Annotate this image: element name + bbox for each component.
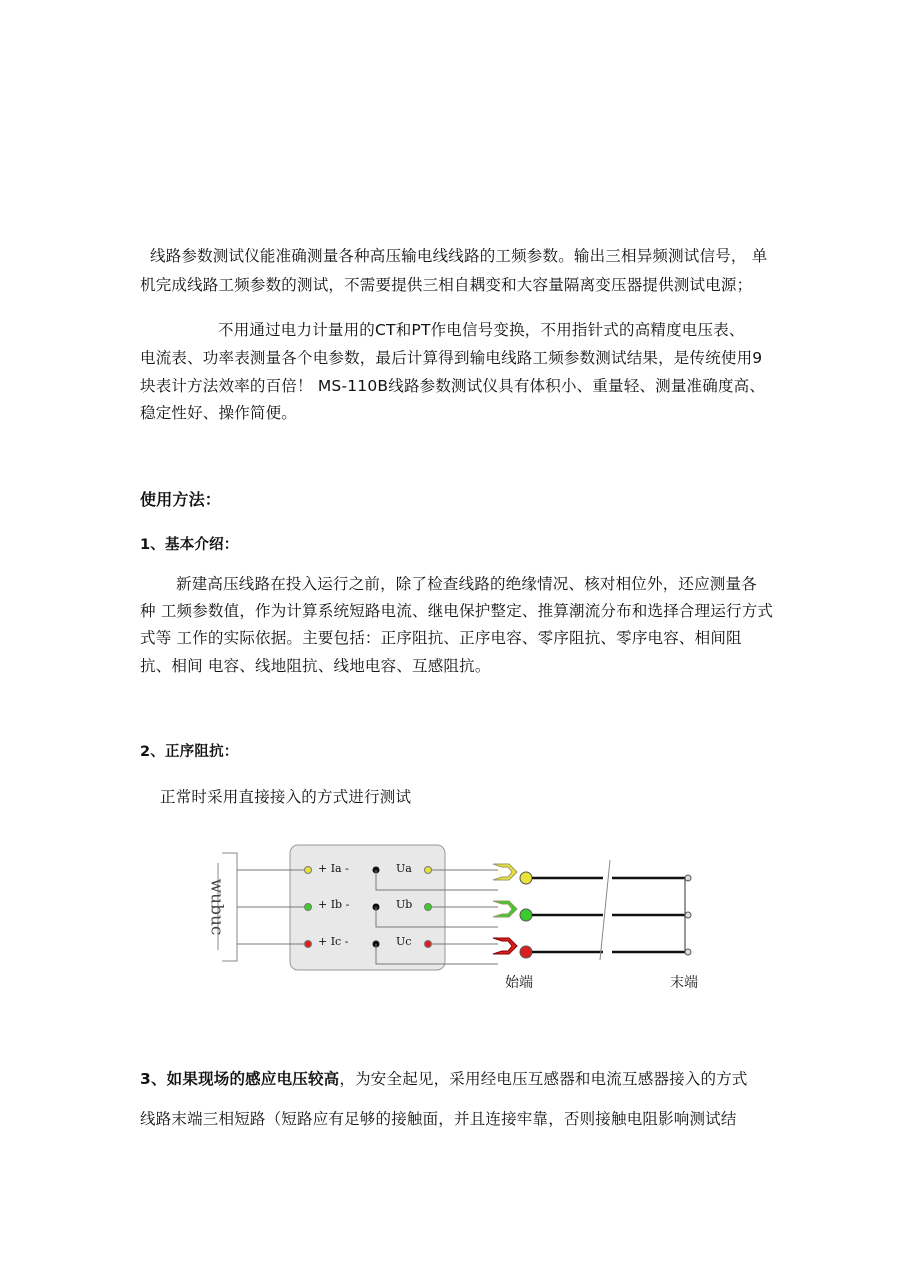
section3-heading xyxy=(140,1067,748,1089)
current-terminal-b-label: + Ib - xyxy=(318,898,350,911)
text-line: 不用通过电力计量用的CT和PT作电信号变换，不用指针式的高精度电压表、 xyxy=(218,321,745,339)
section3-heading-rest: ，为安全起见，采用经电压互感器和电流互感器接入的方式 xyxy=(339,1070,748,1088)
text-line: 线路参数测试仪能准确测量各种高压输电线线路的工频参数。输出三相异频测试信号， 单 xyxy=(150,247,768,265)
text-line: 电流表、功率表测量各个电参数，最后计算得到输电线路工频参数测试结果，是传统使用9 xyxy=(140,349,763,367)
end-terminal xyxy=(685,912,691,918)
voltage-terminal-b-label: Ub xyxy=(396,898,413,911)
usage-heading: 使用方法： xyxy=(140,490,222,509)
voltage-terminal-c-label: Uc xyxy=(396,935,412,948)
text-line: 机完成线路工频参数的测试，不需要提供三相自耦变和大容量隔离变压器提供测试电源； xyxy=(140,276,753,294)
current-terminal-c-label: + Ic - xyxy=(318,935,349,948)
section1-heading: 1、基本介绍： xyxy=(140,537,239,553)
end-terminal xyxy=(685,875,691,881)
text-line: 块表计方法效率的百倍！ MS-110B线路参数测试仪具有体积小、重量轻、测量准确度高、 xyxy=(140,377,766,395)
wiring-diagram xyxy=(180,835,720,995)
end-terminal xyxy=(685,949,691,955)
section2-text: 正常时采用直接接入的方式进行测试 xyxy=(160,788,412,806)
text-line: 新建高压线路在投入运行之前，除了检查线路的绝缘情况、核对相位外，还应测量各 xyxy=(176,575,757,593)
voltage-terminal-a-label: Ua xyxy=(396,862,412,875)
text-line: 稳定性好、操作简便。 xyxy=(140,404,298,422)
text-line: 式等 工作的实际依据。主要包括：正序阻抗、正序电容、零序阻抗、零序电容、相间阻 xyxy=(140,629,742,647)
current-terminal-a-label: + Ia - xyxy=(318,862,349,875)
section2-heading: 2、正序阻抗： xyxy=(140,744,239,760)
source-label: wubuc xyxy=(206,878,227,936)
section3-line: 线路末端三相短路（短路应有足够的接触面，并且连接牢靠，否则接触电阻影响测试结 xyxy=(140,1110,737,1128)
start-end-label: 始端 xyxy=(505,975,533,991)
text-line: 抗、相间 电容、线地阻抗、线地电容、互感阻抗。 xyxy=(140,657,491,675)
text-line: 种 工频参数值，作为计算系统短路电流、继电保护整定、推算潮流分布和选择合理运行方式 xyxy=(140,602,774,620)
section3-heading-bold: 3、如果现场的感应电压较高 xyxy=(140,1070,340,1088)
far-end-label: 末端 xyxy=(670,975,698,991)
